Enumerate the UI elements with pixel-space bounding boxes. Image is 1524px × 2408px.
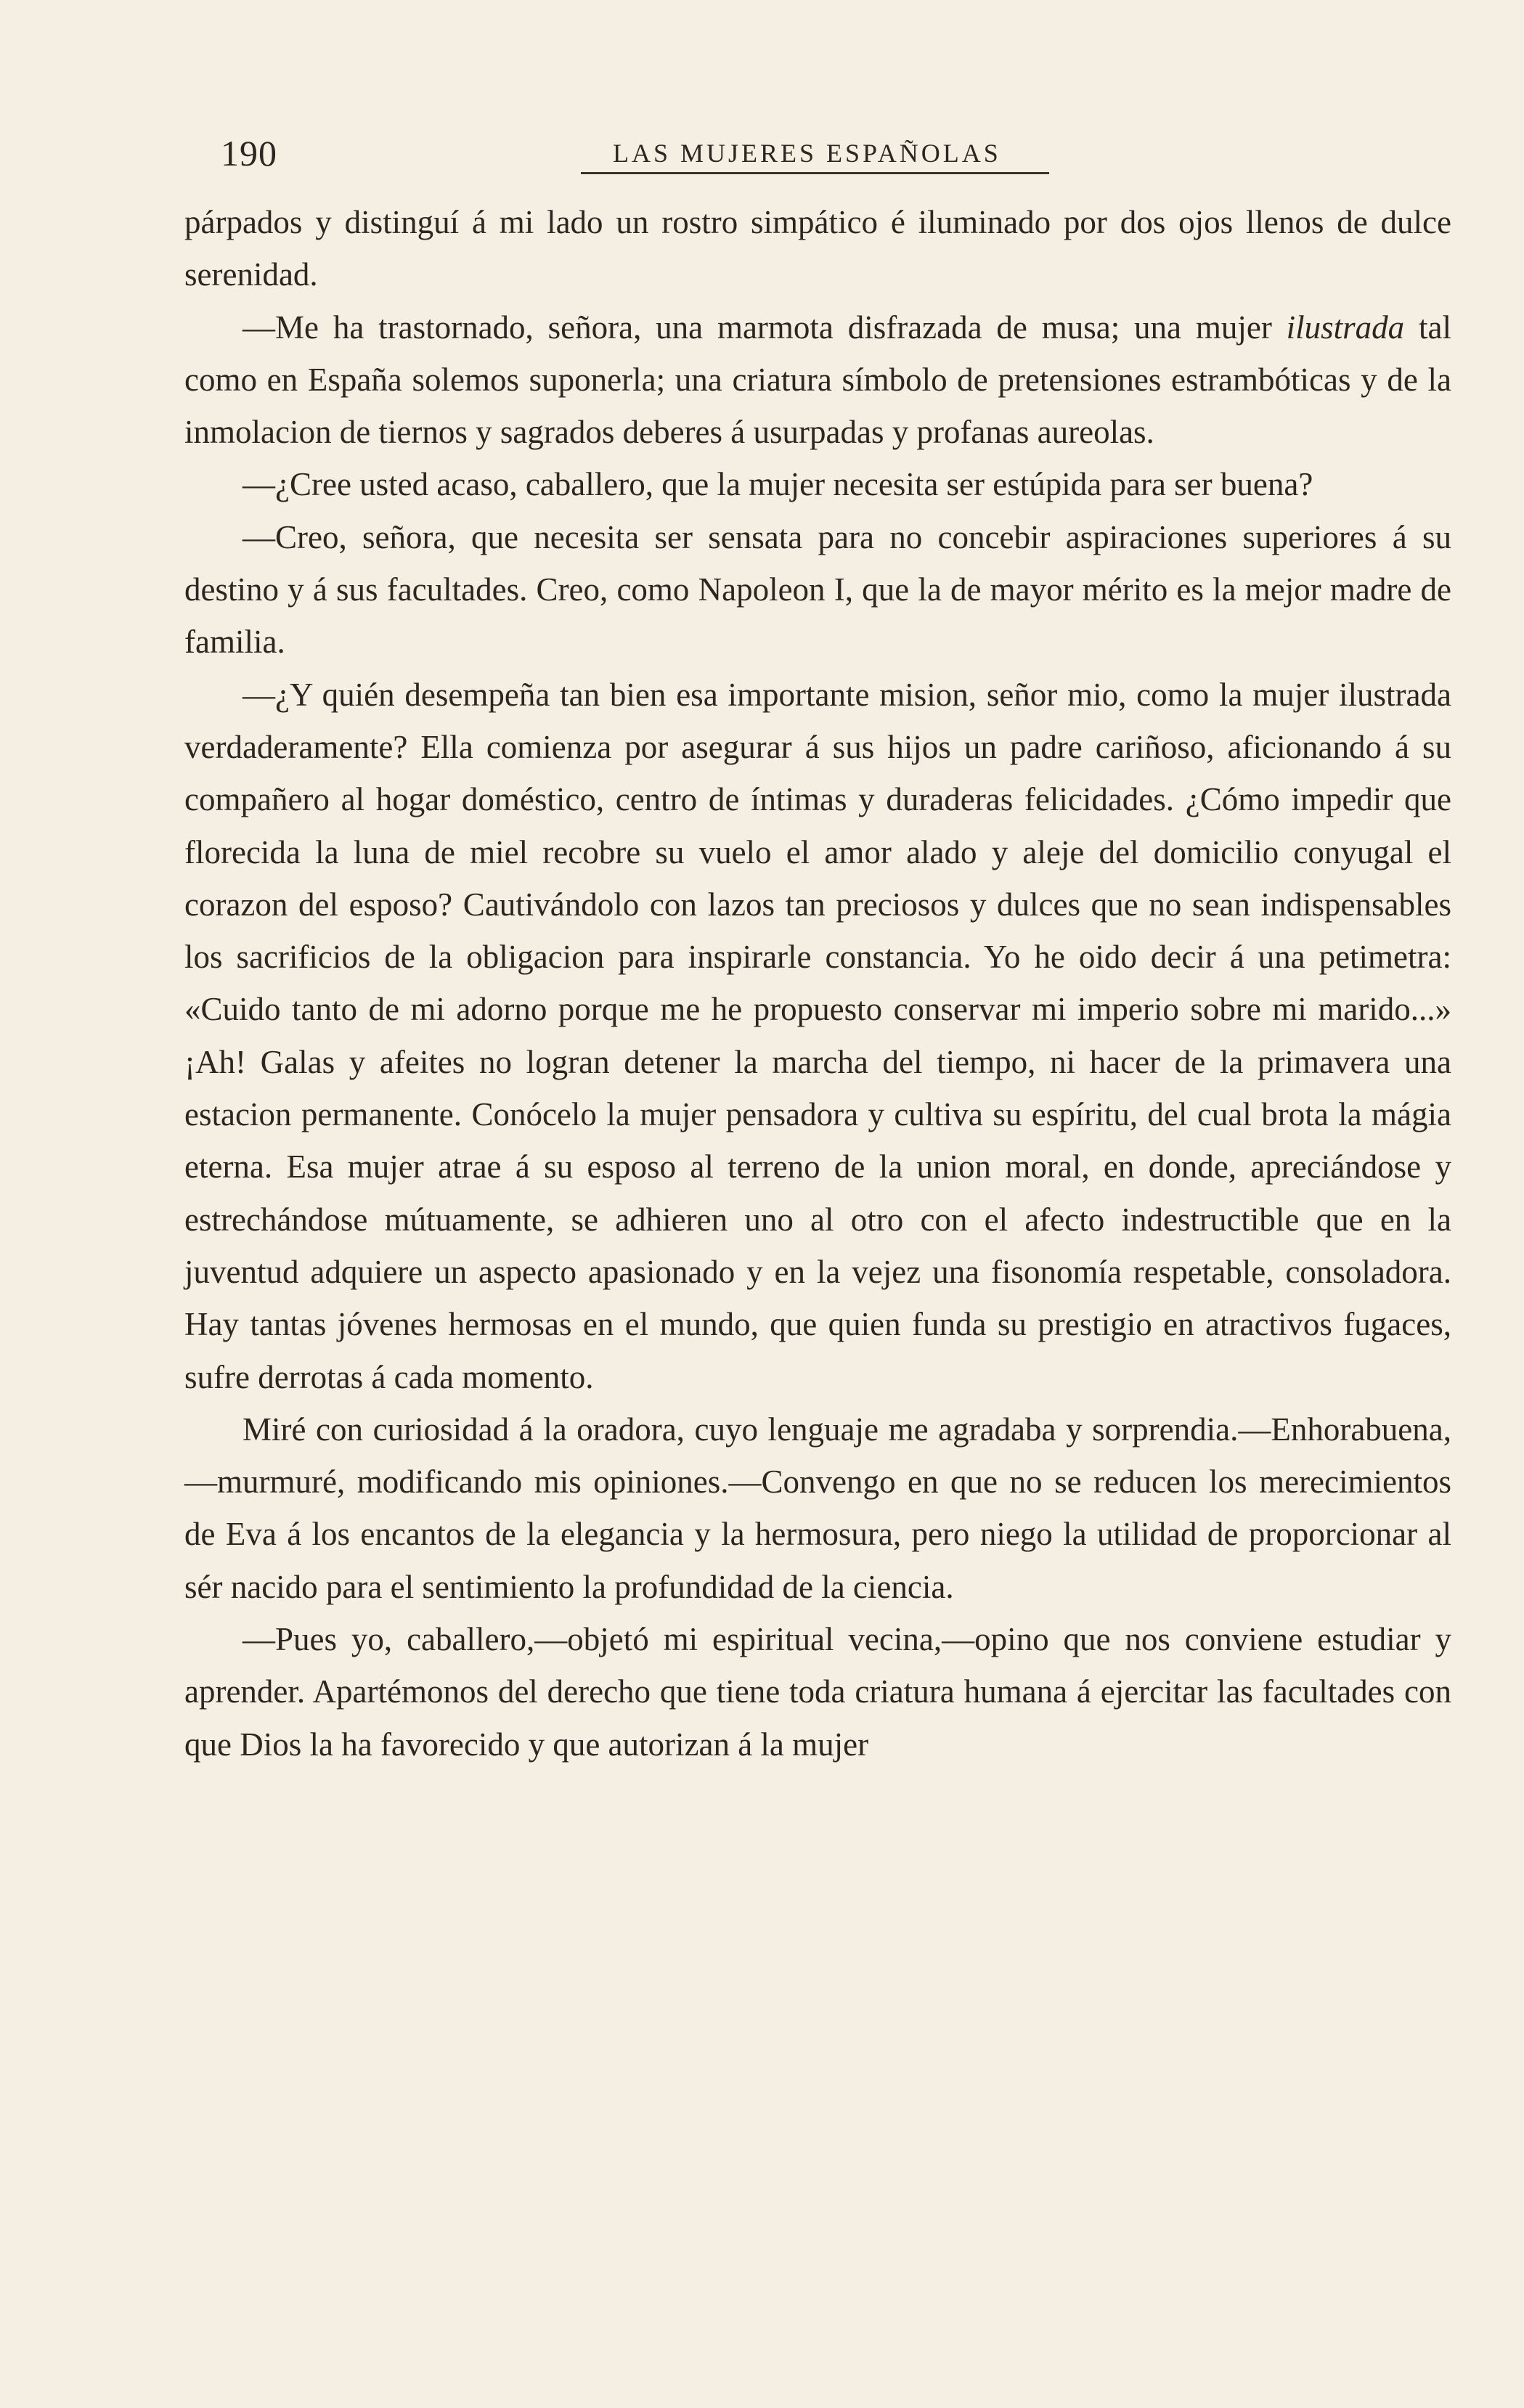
paragraph-2-pre: —Me ha trastornado, señora, una marmota disfrazada de musa; una mujer bbox=[243, 309, 1287, 346]
paragraph-5: —¿Y quién desempeña tan bien esa importante mision, señor mio, como la mujer ilustrada verdaderamente? Ella comienza por asegurar á sus hijos un padre cariñoso, aficionando á su compañero al hogar doméstico, centro de íntimas y duraderas felicidades. ¿Cómo impedir que florecida la luna de miel recobre su vuelo el amor alado y aleje del domicilio conyugal el corazon del esposo? Cautivándolo con lazos tan preciosos y dulces que no sean indispensables los sacrificios de la obligacion para inspirarle constancia. Yo he oido decir á una petimetra: «Cuido tanto de mi adorno porque me he propuesto conservar mi imperio sobre mi marido...» ¡Ah! Galas y afeites no logran detener la marcha del tiempo, ni hacer de la primavera una estacion permanente. Conócelo la mujer pensadora y cultiva su espíritu, del cual brota la mágia eterna. Esa mujer atrae á su esposo al terreno de la union moral, en donde, apreciándose y estrechándose mútuamente, se adhieren uno al otro con el afecto indestructible que en la juventud adquiere un aspecto apasionado y en la vejez una fisonomía respetable, consoladora. Hay tantas jóvenes hermosas en el mundo, que quien funda su prestigio en atractivos fugaces, sufre derrotas á cada momento. bbox=[184, 676, 1451, 1395]
paragraph-2-emphasis: ilustrada bbox=[1286, 309, 1405, 346]
paragraph-4: —Creo, señora, que necesita ser sensata para no concebir aspiraciones superiores á su destino y á sus facultades. Creo, como Napoleon I, que la de mayor mérito es la mejor madre de familia. bbox=[184, 518, 1451, 661]
paragraph-2-post: tal como en España solemos suponerla; una criatura símbolo de pretensiones estrambóticas y de la inmolacion de tiernos y sagrados deberes á usurpadas y profanas aureolas. bbox=[184, 309, 1451, 451]
paragraph-1: párpados y distinguí á mi lado un rostro simpático é iluminado por dos ojos llenos de dulce serenidad. bbox=[184, 204, 1451, 293]
page-number: 190 bbox=[221, 133, 277, 174]
paragraph-3: —¿Cree usted acaso, caballero, que la mujer necesita ser estúpida para ser buena? bbox=[243, 466, 1313, 503]
paragraph-2 bbox=[184, 301, 1451, 459]
paragraph-6: Miré con curiosidad á la oradora, cuyo lenguaje me agradaba y sorprendia.—Enhorabuena,—murmuré, modificando mis opiniones.—Convengo en que no se reducen los merecimientos de Eva á los encantos de la elegancia y la hermosura, pero niego la utilidad de proporcionar al sér nacido para el sentimiento la profundidad de la ciencia. bbox=[184, 1411, 1451, 1605]
paragraph-7: —Pues yo, caballero,—objetó mi espiritual vecina,—opino que nos conviene estudiar y aprender. Apartémonos del derecho que tiene toda criatura humana á ejercitar las facultades con que Dios la ha favorecido y que autorizan á la mujer bbox=[184, 1621, 1451, 1763]
running-title: LAS MUJERES ESPAÑOLAS bbox=[613, 139, 1001, 168]
header-rule bbox=[581, 172, 1049, 174]
body-text bbox=[184, 196, 1451, 1771]
